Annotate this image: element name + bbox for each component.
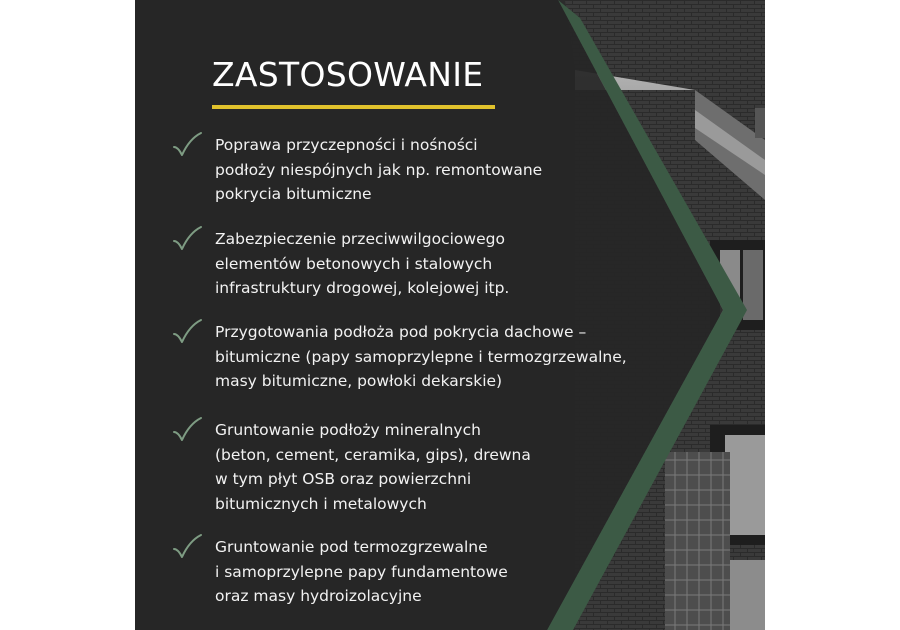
- list-item-text: Gruntowanie pod termozgrzewalne i samoprzylepne papy fundamentowe oraz masy hydroizolacyjne: [215, 538, 508, 605]
- benefits-list: [135, 0, 765, 630]
- list-item-text: Poprawa przyczepności i nośności podłoży niespójnych jak np. remontowane pokrycia bitumiczne: [215, 136, 543, 203]
- infographic-card: [135, 0, 765, 630]
- list-item-text: Przygotowania podłoża pod pokrycia dachowe – bitumiczne (papy samoprzylepne i termozgrzewalne, masy bitumiczne, powłoki dekarskie): [215, 323, 627, 390]
- checkmark-icon: [171, 130, 203, 160]
- checkmark-icon: [171, 415, 203, 445]
- checkmark-icon: [171, 317, 203, 347]
- checkmark-icon: [171, 532, 203, 562]
- page-title: ZASTOSOWANIE: [212, 55, 484, 94]
- checkmark-icon: [171, 224, 203, 254]
- list-item-text: Zabezpieczenie przeciwwilgociowego elementów betonowych i stalowych infrastruktury drogowej, kolejowej itp.: [215, 230, 510, 297]
- list-item-text: Gruntowanie podłoży mineralnych (beton, cement, ceramika, gips), drewna w tym płyt OSB oraz powierzchni bitumicznych i metalowych: [215, 421, 531, 513]
